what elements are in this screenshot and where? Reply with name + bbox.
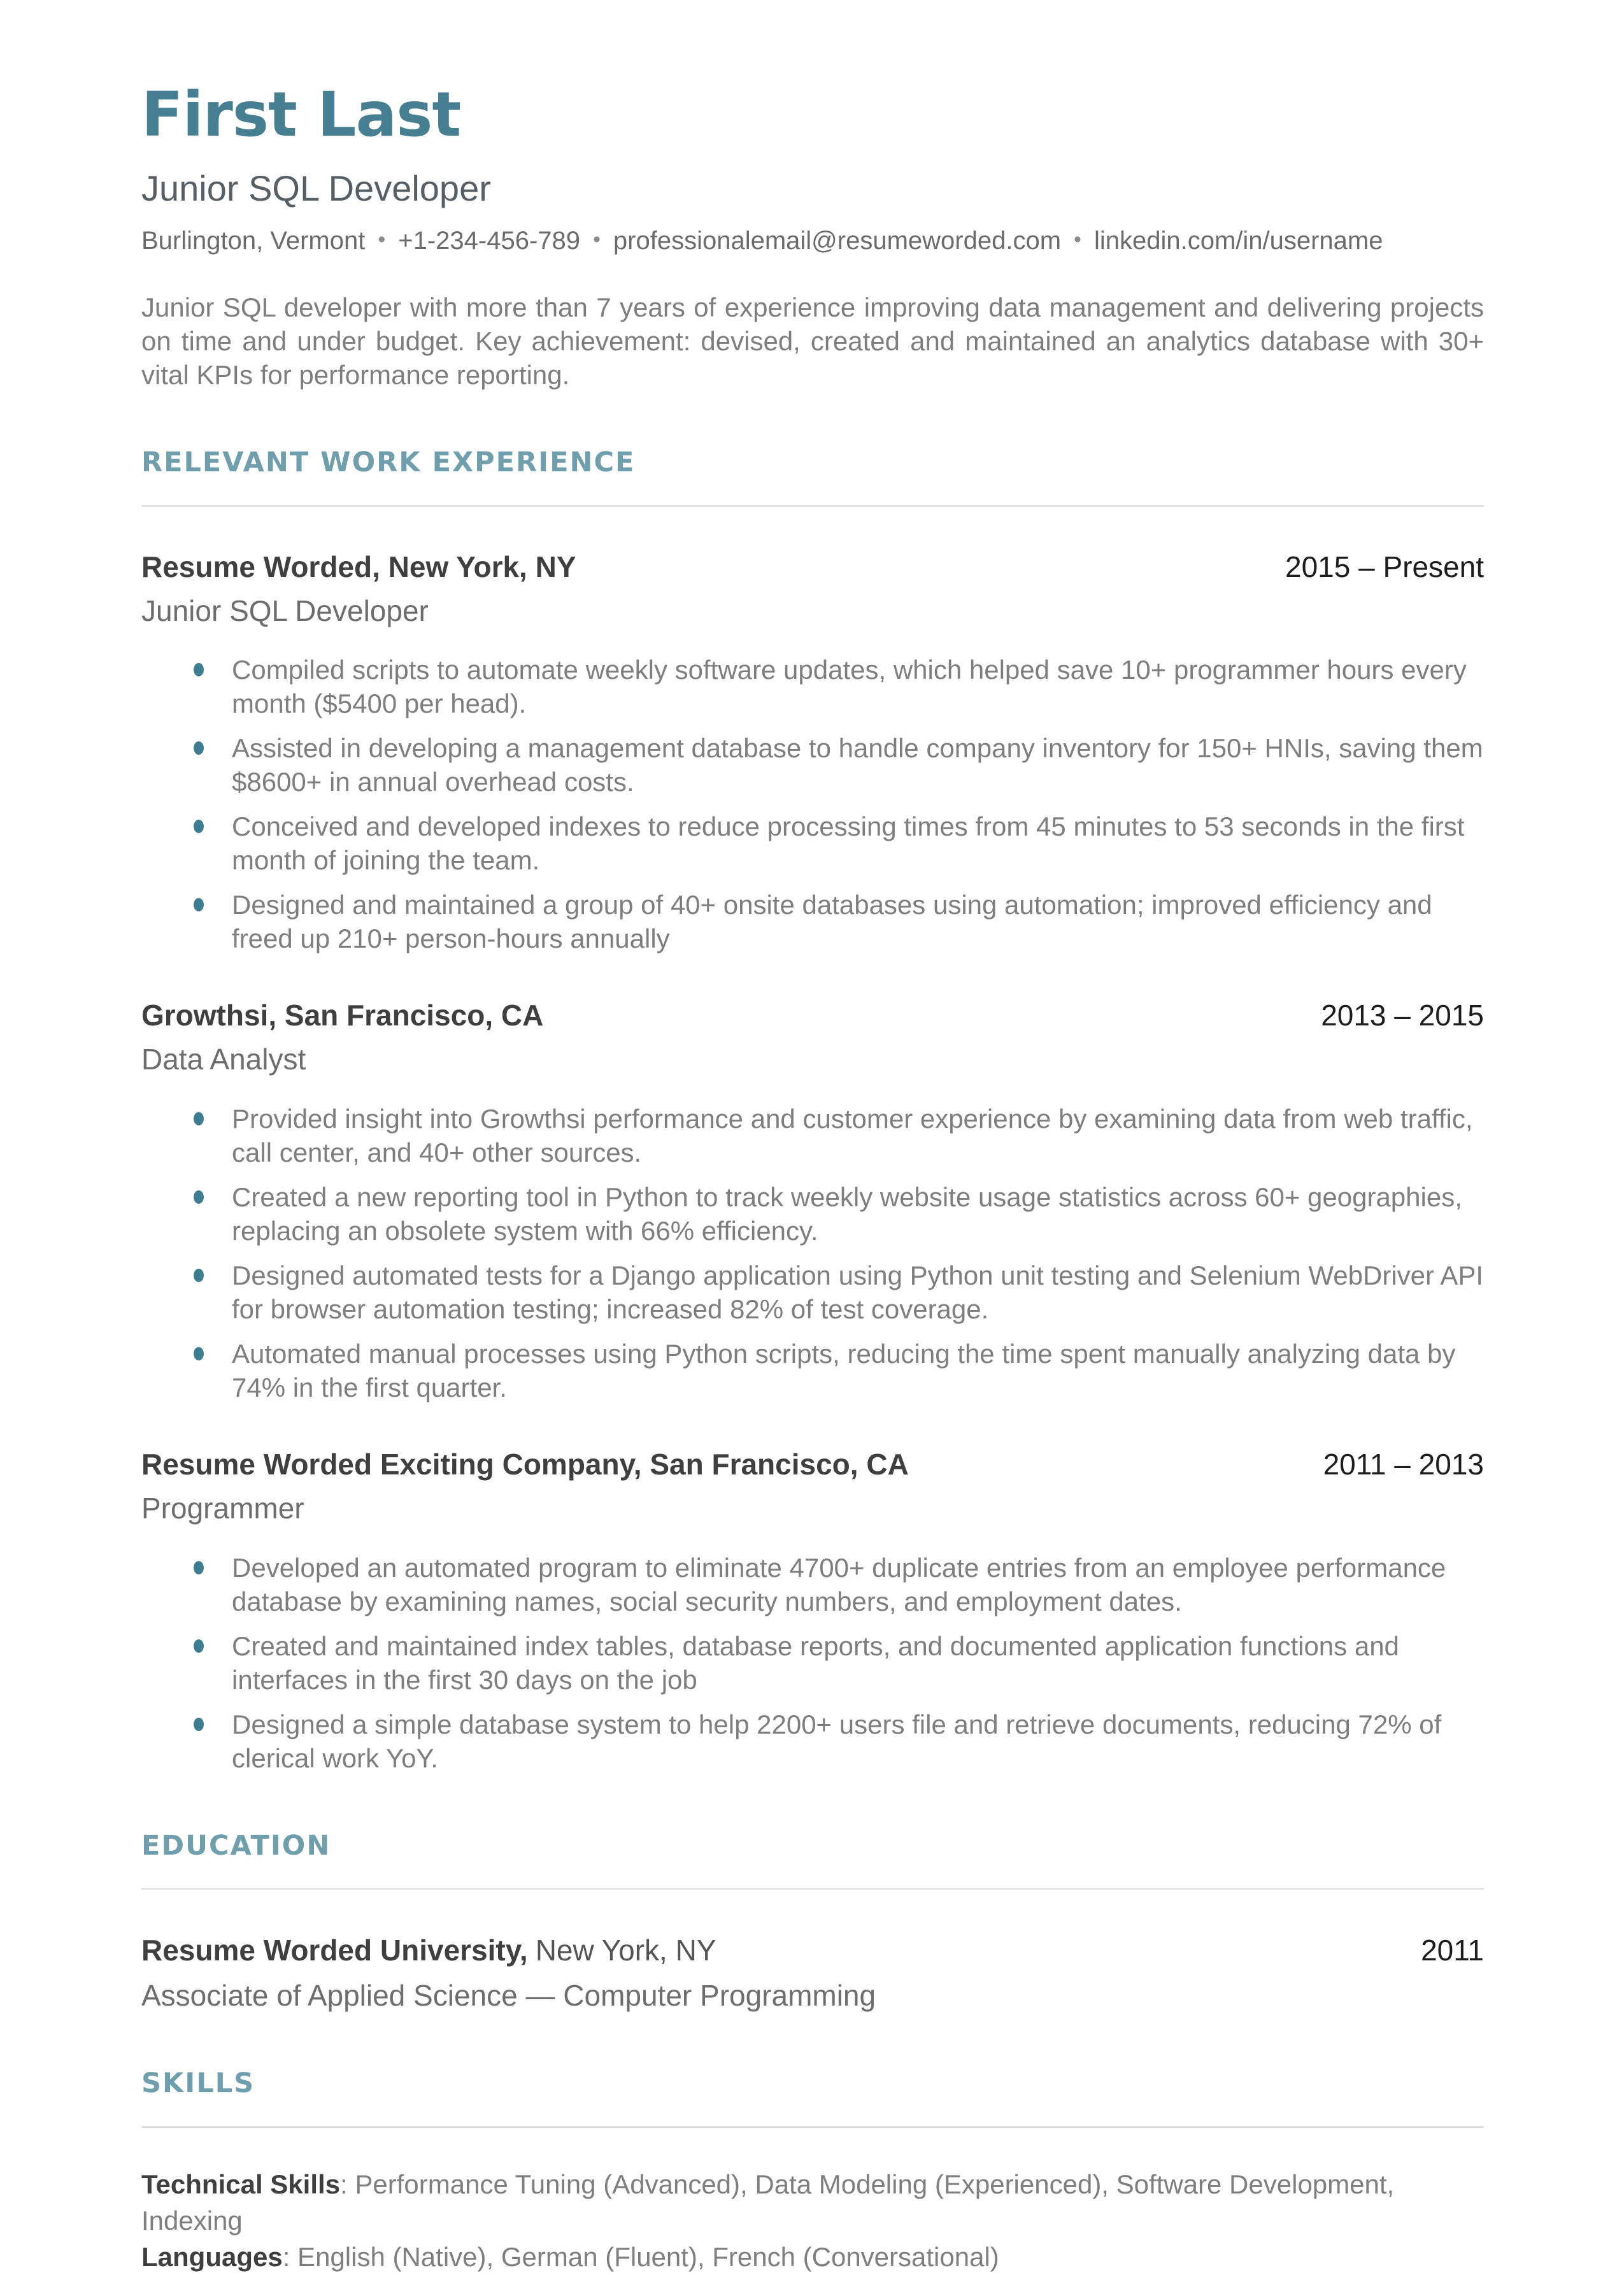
skill-row	[141, 2239, 1484, 2275]
job-bullet: Automated manual processes using Python scripts, reducing the time spent manually analyzing data by 74% in the first quarter.	[141, 1337, 1484, 1404]
contact-location: Burlington, Vermont	[141, 227, 366, 255]
job-bullet: Developed an automated program to eliminate 4700+ duplicate entries from an employee performance database by examining names, social security numbers, and employment dates.	[141, 1551, 1484, 1618]
skill-value: : English (Native), German (Fluent), French (Conversational)	[282, 2241, 999, 2272]
skill-row	[141, 2166, 1484, 2239]
job-entry	[141, 999, 1484, 1404]
section-education	[141, 1831, 1484, 2013]
job-role: Junior SQL Developer	[141, 594, 429, 627]
job-bullet-list	[141, 653, 1484, 955]
job-bullet: Designed a simple database system to help 2200+ users file and retrieve documents, reducing 72% of clerical work YoY.	[141, 1708, 1484, 1775]
headline-job-title: Junior SQL Developer	[141, 168, 491, 208]
job-bullet: Created and maintained index tables, database reports, and documented application functions and interfaces in the first 30 days on the job	[141, 1629, 1484, 1697]
person-name: First Last	[141, 79, 461, 150]
contact-separator: •	[1074, 227, 1081, 252]
job-role: Programmer	[141, 1492, 304, 1525]
skills-heading: SKILLS	[141, 2067, 255, 2100]
section-skills	[141, 2069, 1484, 2274]
job-role: Data Analyst	[141, 1043, 306, 1076]
job-bullet: Created a new reporting tool in Python to track weekly website usage statistics across 60+ geographies, replacing an obsolete system with 66% efficiency.	[141, 1180, 1484, 1248]
job-dates: 2011 – 2013	[1323, 1448, 1484, 1481]
contact-separator: •	[593, 227, 601, 252]
section-experience	[141, 448, 1484, 1775]
contact-separator: •	[378, 227, 386, 252]
job-header-row	[141, 999, 1484, 1032]
school-name	[141, 1933, 716, 1967]
job-bullet: Compiled scripts to automate weekly software updates, which helped save 10+ programmer hours every month ($5400 per head).	[141, 653, 1484, 720]
contact-line	[141, 225, 1484, 256]
education-heading: EDUCATION	[141, 1830, 331, 1862]
job-entry	[141, 550, 1484, 956]
summary-paragraph: Junior SQL developer with more than 7 years of experience improving data management and delivering projects on time and under budget. Key achievement: devised, created and maintained an analytics database with 30+ vital KPIs for performance reporting.	[141, 292, 1484, 390]
education-entry	[141, 1933, 1484, 2013]
job-header-row	[141, 550, 1484, 584]
company-name: Resume Worded, New York, NY	[141, 550, 576, 583]
education-dates: 2011	[1421, 1934, 1484, 1967]
contact-linkedin-link[interactable]: linkedin.com/in/username	[1093, 227, 1383, 255]
job-dates: 2013 – 2015	[1321, 999, 1484, 1032]
school-name-bold: Resume Worded University,	[141, 1934, 528, 1967]
section-divider	[141, 1888, 1484, 1890]
school-location: New York, NY	[535, 1934, 716, 1967]
job-bullet: Assisted in developing a management database to handle company inventory for 150+ HNIs, saving them $8600+ in annual overhead costs.	[141, 731, 1484, 799]
section-divider	[141, 2126, 1484, 2128]
section-divider	[141, 505, 1484, 507]
job-bullet: Conceived and developed indexes to reduce processing times from 45 minutes to 53 seconds in the first month of joining the team.	[141, 809, 1484, 877]
company-name: Resume Worded Exciting Company, San Francisco, CA	[141, 1448, 909, 1481]
skill-label: Technical Skills	[141, 2169, 341, 2199]
contact-phone: +1-234-456-789	[398, 227, 580, 255]
job-entry	[141, 1448, 1484, 1775]
education-header-row	[141, 1933, 1484, 1967]
job-dates: 2015 – Present	[1285, 550, 1484, 583]
skill-label: Languages	[141, 2241, 283, 2272]
degree-line: Associate of Applied Science — Computer Programming	[141, 1979, 876, 2013]
experience-heading: RELEVANT WORK EXPERIENCE	[141, 446, 636, 479]
job-bullet-list	[141, 1551, 1484, 1775]
resume-header	[141, 79, 1484, 392]
contact-email-link[interactable]: professionalemail@resumeworded.com	[613, 227, 1062, 255]
skills-block	[141, 2166, 1484, 2275]
skill-value: : Performance Tuning (Advanced), Data Modeling (Experienced), Software Development, Indexing	[141, 2169, 1395, 2236]
job-header-row	[141, 1448, 1484, 1481]
job-bullet: Designed automated tests for a Django application using Python unit testing and Selenium WebDriver API for browser automation testing; increased 82% of test coverage.	[141, 1259, 1484, 1326]
job-bullet-list	[141, 1102, 1484, 1404]
job-bullet: Designed and maintained a group of 40+ onsite databases using automation; improved efficiency and freed up 210+ person-hours annually	[141, 888, 1484, 955]
company-name: Growthsi, San Francisco, CA	[141, 999, 544, 1032]
job-bullet: Provided insight into Growthsi performance and customer experience by examining data from web traffic, call center, and 40+ other sources.	[141, 1102, 1484, 1169]
